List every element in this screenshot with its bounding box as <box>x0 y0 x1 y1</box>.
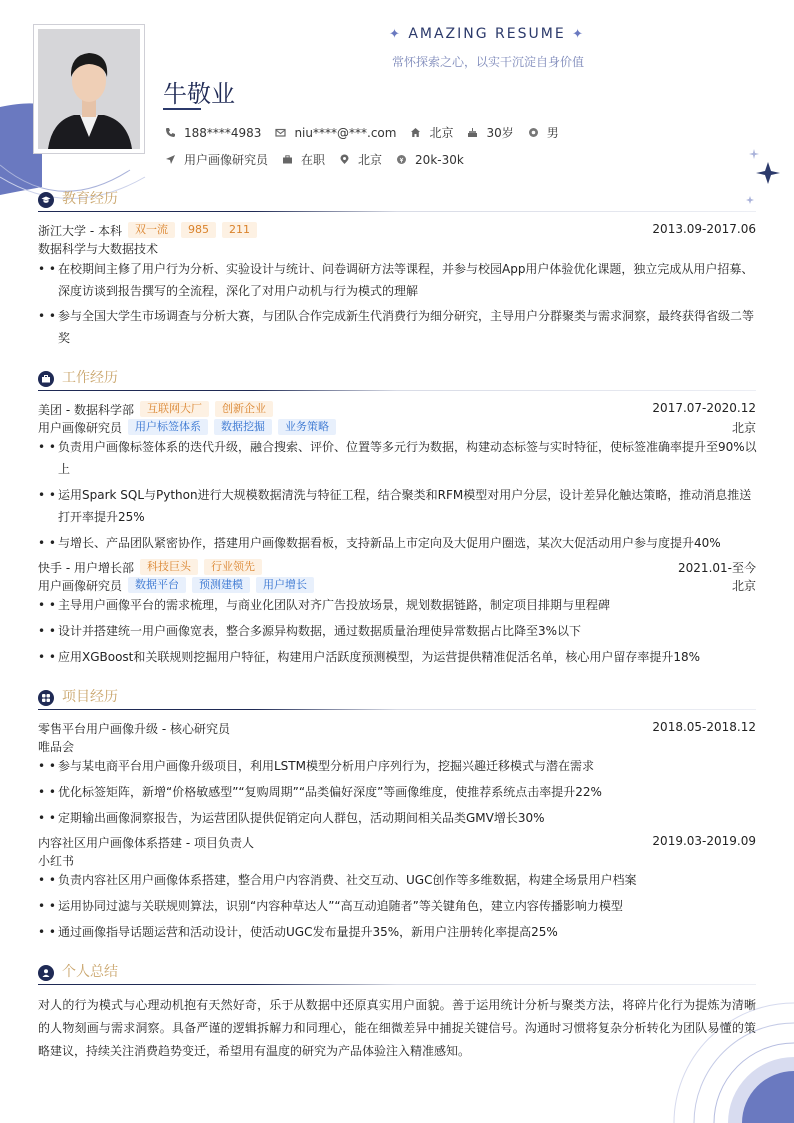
education-major-row <box>38 239 756 257</box>
work-section-header <box>38 367 756 389</box>
section-rule <box>38 984 756 985</box>
tagline: 常怀探索之心，以实干沉淀自身价值 <box>391 55 584 69</box>
resume-brand <box>387 26 587 42</box>
work-role-row <box>38 418 756 436</box>
position-item: 用户画像研究员 <box>165 151 268 168</box>
projects-title: 项目经历 <box>62 689 118 705</box>
grid-icon <box>38 690 54 706</box>
project-period: 2019.03-2019.09 <box>652 834 756 848</box>
contact-info-row <box>165 124 573 141</box>
project-bullet: • • 定期输出画像洞察报告，为运营团队提供促销定向人群包，活动期间相关品类GMV增长30% <box>38 811 545 825</box>
status-item: 在职 <box>282 151 325 168</box>
work-city: 北京 <box>731 579 756 593</box>
graduation-cap-icon <box>38 192 54 208</box>
project-title-row <box>38 833 756 851</box>
project-title: 内容社区用户画像体系搭建 - 项目负责人 <box>38 835 254 850</box>
gender-item: 男 <box>528 124 559 141</box>
project-title: 零售平台用户画像升级 - 核心研究员 <box>38 721 230 736</box>
work-title: 工作经历 <box>62 370 118 386</box>
salary-item: 20k-30k <box>396 153 464 167</box>
location-pin-icon <box>339 154 350 165</box>
job-info-row <box>165 151 478 168</box>
role-tag: 数据挖掘 <box>214 419 272 435</box>
profile-photo-frame <box>33 24 145 154</box>
work-period: 2017.07-2020.12 <box>652 401 756 415</box>
project-org-row <box>38 737 756 755</box>
briefcase-icon <box>38 371 54 387</box>
major: 数据科学与大数据技术 <box>38 241 159 256</box>
summary-text: 对人的行为模式与心理动机抱有天然好奇，乐于从数据中还原真实用户面貌。善于运用统计分析与聚类方法，将碎片化行为提炼为清晰的人物刻画与需求洞察。具备严谨的逻辑拆解力和同理心，能在细微差异中捕捉关键信号。沟通时习惯将复杂分析转化为团队易懂的策略建议，持续关注消费趋势变迁，希望用有温度的研究为产品体验注入精准感知。 <box>38 998 756 1058</box>
work-bullet: • • 负责用户画像标签体系的迭代升级，融合搜索、评价、位置等多元行为数据，构建动态标签与实时特征，使标签准确率提升至90%以上 <box>38 440 757 476</box>
star-icon: ✦ <box>388 27 402 42</box>
education-section-header <box>38 188 756 210</box>
company-name: 快手 - 用户增长部 <box>38 560 134 575</box>
location-item: 北京 <box>410 124 453 141</box>
project-org: 唯品会 <box>38 739 75 754</box>
work-bullet: • • 应用XGBoost和关联规则挖掘用户特征，构建用户活跃度预测模型，为运营提供精准促活名单，核心用户留存率提升18% <box>38 650 701 664</box>
company-tag: 行业领先 <box>204 559 262 575</box>
section-rule <box>38 709 756 710</box>
education-period: 2013.09-2017.06 <box>652 222 756 236</box>
work-period: 2021.01-至今 <box>678 561 756 575</box>
work-bullet: • • 与增长、产品团队紧密协作，搭建用户画像数据看板，支持新品上市定向及大促用户圈选，某次大促活动用户参与度提升40% <box>38 536 721 550</box>
work-bullet: • • 主导用户画像平台的需求梳理，与商业化团队对齐广告投放场景，规划数据链路，制定项目排期与里程碑 <box>38 598 610 612</box>
project-bullet: • • 参与某电商平台用户画像升级项目，利用LSTM模型分析用户序列行为，挖掘兴趣迁移模式与潜在需求 <box>38 759 594 773</box>
avatar <box>38 29 140 149</box>
phone-item: 188****4983 <box>165 126 261 140</box>
work-company-row <box>38 558 756 576</box>
profile-photo <box>38 29 140 149</box>
school-tag: 211 <box>222 222 257 238</box>
gender-icon <box>528 127 539 138</box>
work-city: 北京 <box>731 421 756 435</box>
company-tag: 科技巨头 <box>140 559 198 575</box>
education-title: 教育经历 <box>62 191 118 207</box>
role-tag: 预测建模 <box>192 577 250 593</box>
city-item: 北京 <box>339 151 382 168</box>
project-org-row <box>38 851 756 869</box>
project-bullet: • • 负责内容社区用户画像体系搭建，整合用户内容消费、社交互动、UGC创作等多维数据，构建全场景用户档案 <box>38 873 637 887</box>
work-role-row <box>38 576 756 594</box>
role-tag: 业务策略 <box>278 419 336 435</box>
work-company-row <box>38 400 756 418</box>
role-tag: 用户增长 <box>256 577 314 593</box>
work-bullet: • • 设计并搭建统一用户画像宽表，整合多源异构数据，通过数据质量治理使异常数据占比降至3%以下 <box>38 624 582 638</box>
project-bullet: • • 运用协同过滤与关联规则算法，识别“内容种草达人”“高互动追随者”等关键角色，建立内容传播影响力模型 <box>38 899 623 913</box>
candidate-name: 牛敬业 <box>163 80 235 108</box>
name-underline <box>163 108 201 110</box>
age-item: 30岁 <box>467 124 513 141</box>
education-bullet: • • 参与全国大学生市场调查与分析大赛，与团队合作完成新生代消费行为细分研究，主导用户分群聚类与需求洞察，最终获得省级二等奖 <box>38 309 754 345</box>
money-icon <box>396 154 407 165</box>
education-school-row <box>38 221 756 239</box>
section-rule <box>38 211 756 212</box>
project-title-row <box>38 719 756 737</box>
star-icon: ✦ <box>572 27 586 42</box>
cake-icon <box>467 127 478 138</box>
mail-icon <box>275 127 286 138</box>
summary-section-header <box>38 961 756 983</box>
role: 用户画像研究员 <box>38 578 123 593</box>
phone-icon <box>165 127 176 138</box>
role: 用户画像研究员 <box>38 420 123 435</box>
summary-title: 个人总结 <box>62 964 118 980</box>
section-rule <box>38 390 756 391</box>
project-org: 小红书 <box>38 853 75 868</box>
school-tag: 985 <box>181 222 216 238</box>
education-bullet: • • 在校期间主修了用户行为分析、实验设计与统计、问卷调研方法等课程，并参与校园App用户体验优化课题，独立完成从用户招募、深度访谈到报告撰写的全流程，深化了对用户动机与行为模式的理解 <box>38 262 754 298</box>
email-item: niu****@***.com <box>275 126 396 140</box>
projects-section-header <box>38 686 756 708</box>
project-period: 2018.05-2018.12 <box>652 720 756 734</box>
send-icon <box>165 154 176 165</box>
school-name: 浙江大学 - 本科 <box>38 223 122 238</box>
briefcase-icon <box>282 154 293 165</box>
school-tag: 双一流 <box>128 222 175 238</box>
role-tag: 用户标签体系 <box>128 419 208 435</box>
project-bullet: • • 优化标签矩阵，新增“价格敏感型”“复购周期”“品类偏好深度”等画像维度，使推荐系统点击率提升22% <box>38 785 602 799</box>
person-icon <box>38 965 54 981</box>
role-tag: 数据平台 <box>128 577 186 593</box>
home-icon <box>410 127 421 138</box>
company-tag: 互联网大厂 <box>140 401 209 417</box>
company-tag: 创新企业 <box>215 401 273 417</box>
company-name: 美团 - 数据科学部 <box>38 402 134 417</box>
project-bullet: • • 通过画像指导话题运营和活动设计，使活动UGC发布量提升35%，新用户注册转化率提高25% <box>38 925 558 939</box>
brand-text: AMAZING RESUME <box>408 26 566 42</box>
work-bullet: • • 运用Spark SQL与Python进行大规模数据清洗与特征工程，结合聚类和RFM模型对用户分层，设计差异化触达策略，推动消息推送打开率提升25% <box>38 488 752 524</box>
